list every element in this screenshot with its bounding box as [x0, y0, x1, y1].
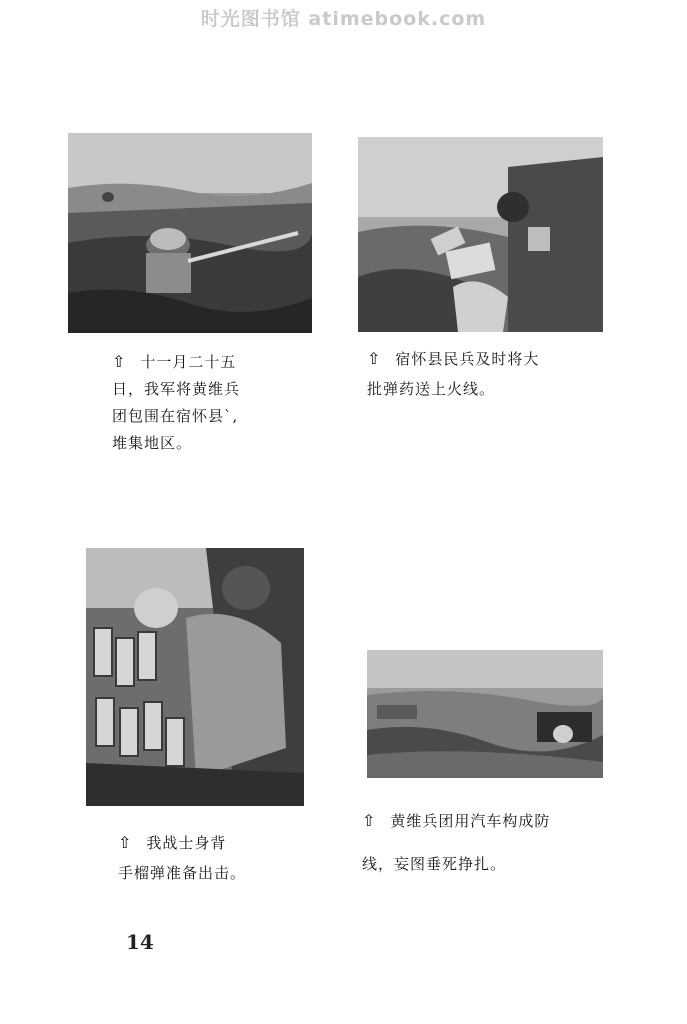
photo-vehicle-defense — [367, 650, 603, 778]
caption-line: 日，我军将黄维兵 — [112, 380, 241, 398]
caption-grenades — [118, 828, 246, 888]
caption-line: 团包围在宿怀县`, — [112, 407, 239, 425]
photo-militia-ammunition — [358, 137, 603, 332]
caption-line: ⇧ 黄维兵团用汽车构成防 — [362, 811, 551, 830]
caption-militia — [367, 344, 539, 404]
caption-encirclement — [112, 348, 240, 457]
caption-line: ⇧ 我战士身背 — [118, 833, 227, 852]
soldier-carrying-grenades-photo — [86, 548, 304, 806]
caption-line: 线，妄图垂死挣扎。 — [362, 855, 507, 873]
up-arrow-icon: ⇧ — [118, 833, 133, 852]
caption-line: ⇧ 宿怀县民兵及时将大 — [367, 349, 540, 368]
vehicle-defense-line-photo — [367, 650, 603, 778]
up-arrow-icon: ⇧ — [367, 349, 382, 368]
caption-line: 堆集地区。 — [112, 434, 193, 452]
photo-soldier-aiming — [68, 133, 312, 333]
caption-line: 批弹药送上火线。 — [367, 380, 496, 398]
caption-line: ⇧ 十一月二十五 — [112, 352, 237, 371]
page-number: 14 — [126, 930, 154, 954]
caption-line: 手榴弹准备出击。 — [118, 864, 247, 882]
caption-vehicles — [362, 799, 550, 886]
soldier-aiming-rifle-photo — [68, 133, 312, 333]
up-arrow-icon: ⇧ — [362, 811, 377, 830]
up-arrow-icon: ⇧ — [112, 352, 127, 371]
photo-soldier-grenades — [86, 548, 304, 806]
watermark: 时光图书馆 atimebook.com — [200, 8, 487, 30]
militia-carrying-ammunition-photo — [358, 137, 603, 332]
